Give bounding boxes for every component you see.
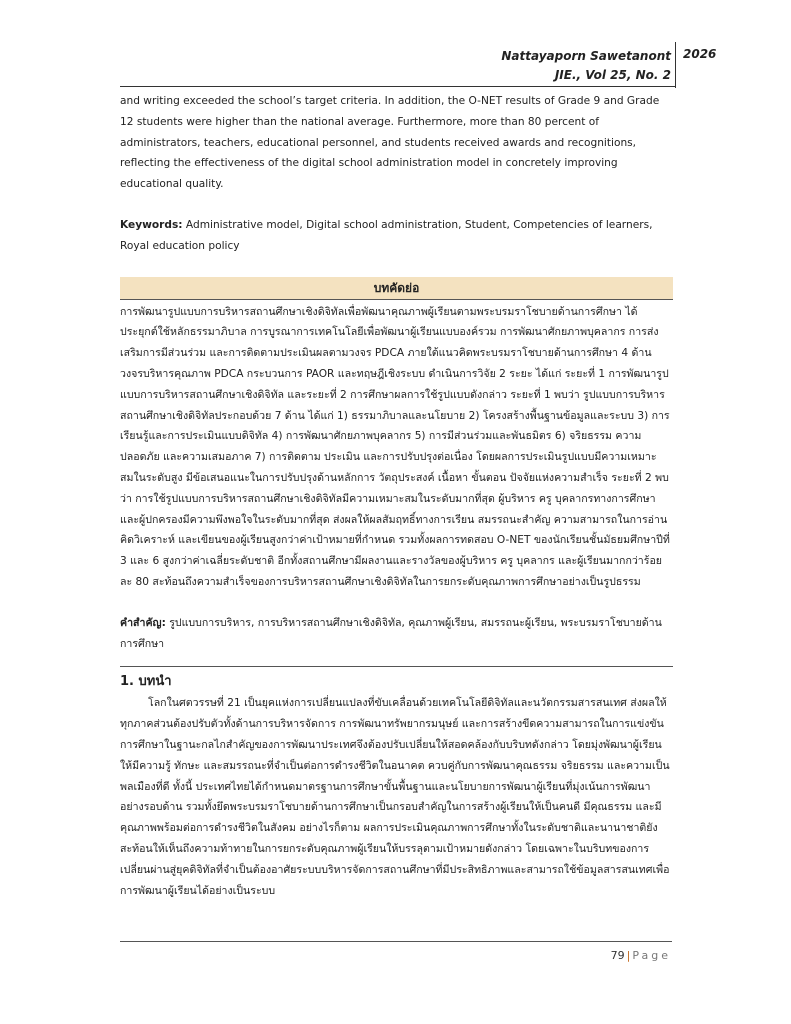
header-journal: JIE., Vol 25, No. 2 — [554, 68, 671, 82]
keywords-label: Keywords: — [120, 218, 183, 231]
abstract-thai: การพัฒนารูปแบบการบริหารสถานศึกษาเชิงดิจิทัลเพื่อพัฒนาคุณภาพผู้เรียนตามพระบรมราโชบายด้านการศึกษา ได้ประยุกต์ใช้หลักธรรมาภิบาล การบูรณาการเทคโนโลยีเพื่อพัฒนาผู้เรียนแบบองค์รวม การพัฒนาศักยภาพบุคลากร การส่งเสริมการมีส่วนร่วม และการติดตามประเมินผลตามวงจร PDCA ภายใต้แนวคิดพระบรมราโชบายด้านการศึกษา 4 ด้าน วงจรบริหารคุณภาพ PDCA กระบวนการ PAOR และทฤษฎีเชิงระบบ ดำเนินการวิจัย 2 ระยะ ได้แก่ ระยะที่ 1 การพัฒนารูปแบบการบริหารสถานศึกษาเชิงดิจิทัล และระยะที่ 2 การศึกษาผลการใช้รูปแบบดังกล่าว ระยะที่ 1 พบว่า รูปแบบการบริหารสถานศึกษาเชิงดิจิทัลประกอบด้วย 7 ด้าน ได้แก่ 1) ธรรมาภิบาลและนโยบาย 2) โครงสร้างพื้นฐานข้อมูลและระบบ 3) การเรียนรู้และการประเมินแบบดิจิทัล 4) การพัฒนาศักยภาพบุคลากร 5) การมีส่วนร่วมและพันธมิตร 6) จริยธรรม ความปลอดภัย และความเสมอภาค 7) การติดตาม ประเมิน และการปรับปรุงต่อเนื่อง โดยผลการประเมินรูปแบบมีความเหมาะสมในระดับสูง มีข้อเสนอแนะในการปรับปรุงด้านหลักการ วัตถุประสงค์ เนื้อหา ขั้นตอน ปัจจัยแห่งความสำเร็จ ระยะที่ 2 พบว่า การใช้รูปแบบการบริหารสถานศึกษาเชิงดิจิทัลมีความเหมาะสมในระดับมากที่สุด ผู้บริหาร ครู บุคลากรทางการศึกษา และผู้ปกครองมีความพึงพอใจในระดับมากที่สุด ส่งผลให้ผลสัมฤทธิ์ทางการเรียน สมรรถนะสำคัญ ความสามารถในการอ่าน คิดวิเคราะห์ และเขียนของผู้เรียนสูงกว่าค่าเป้าหมายที่กำหนด รวมทั้งผลการทดสอบ O-NET ของนักเรียนชั้นมัธยมศึกษาปีที่ 3 และ 6 สูงกว่าค่าเฉลี่ยระดับชาติ อีกทั้งสถานศึกษามีผลงานและรางวัลของผู้บริหาร ครู บุคลากร และผู้เรียนมากกว่าร้อยละ 80 สะท้อนถึงความสำเร็จของการบริหารสถานศึกษาเชิงดิจิทัลในการยกระดับคุณภาพการศึกษาอย่างเป็นรูปธรรม — [120, 305, 670, 588]
page-label: Page — [632, 949, 671, 962]
keywords-english — [120, 215, 673, 257]
keywords-thai-text: รูปแบบการบริหาร, การบริหารสถานศึกษาเชิงดิจิทัล, คุณภาพผู้เรียน, สมรรถนะผู้เรียน, พระบรมราโชบายด้านการศึกษา — [120, 616, 662, 650]
footer-rule — [120, 941, 672, 942]
section-body: โลกในศตวรรษที่ 21 เป็นยุคแห่งการเปลี่ยนแปลงที่ขับเคลื่อนด้วยเทคโนโลยีดิจิทัลและนวัตกรรมสารสนเทศ ส่งผลให้ทุกภาคส่วนต้องปรับตัวทั้งด้านการบริหารจัดการ การพัฒนาทรัพยากรมนุษย์ และการสร้างขีดความสามารถในการแข่งขัน การศึกษาในฐานะกลไกสำคัญของการพัฒนาประเทศจึงต้องปรับเปลี่ยนให้สอดคล้องกับบริบทดังกล่าว โดยมุ่งพัฒนาผู้เรียนให้มีความรู้ ทักษะ และสมรรถนะที่จำเป็นต่อการดำรงชีวิตในอนาคต ควบคู่กับการพัฒนาคุณธรรม จริยธรรม และความเป็นพลเมืองที่ดี ทั้งนี้ ประเทศไทยได้กำหนดมาตรฐานการศึกษาขั้นพื้นฐานและนโยบายการพัฒนาผู้เรียนที่มุ่งเน้นการพัฒนาอย่างรอบด้าน รวมทั้งยึดพระบรมราโชบายด้านการศึกษาเป็นกรอบสำคัญในการสร้างผู้เรียนให้เป็นคนดี มีคุณธรรม และมีคุณภาพพร้อมต่อการดำรงชีวิตในสังคม อย่างไรก็ตาม ผลการประเมินคุณภาพการศึกษาทั้งในระดับชาติและนานาชาติยังสะท้อนให้เห็นถึงความท้าทายในการยกระดับคุณภาพผู้เรียนให้บรรลุตามเป้าหมายดังกล่าว โดยเฉพาะในบริบทของการเปลี่ยนผ่านสู่ยุคดิจิทัลที่จำเป็นต้องอาศัยระบบบริหารจัดการสถานศึกษาที่มีประสิทธิภาพและสามารถใช้ข้อมูลสารสนเทศเพื่อการพัฒนาผู้เรียนได้อย่างเป็นระบบ — [120, 697, 670, 897]
page-content — [120, 91, 673, 901]
header-rule — [120, 86, 676, 87]
header-divider — [675, 42, 676, 88]
keywords-text: Administrative model, Digital school administration, Student, Competencies of learners, Royal education policy — [120, 218, 653, 252]
page-footer — [611, 949, 671, 962]
section-title: 1. บทนำ — [120, 674, 172, 690]
thai-abstract-heading: บทคัดย่อ — [120, 277, 673, 300]
abstract-english: and writing exceeded the school’s target criteria. In addition, the O-NET results of Grade 9 and Grade 12 students were higher than the national average. Furthermore, more than 80 percent of administrators, teachers, educational personnel, and students received awards and recognitions, reflecting the effectiveness of the digital school administration model in concretely improving educational quality. — [120, 95, 660, 191]
keywords-thai-label: คำสำคัญ: — [120, 616, 166, 629]
footer-separator: | — [626, 949, 631, 962]
header-year: 2026 — [683, 47, 717, 61]
section-rule — [120, 666, 673, 667]
header-author: Nattayaporn Sawetanont — [501, 49, 671, 63]
page-number: 79 — [610, 949, 625, 962]
running-header — [501, 47, 671, 85]
keywords-thai — [120, 613, 673, 655]
